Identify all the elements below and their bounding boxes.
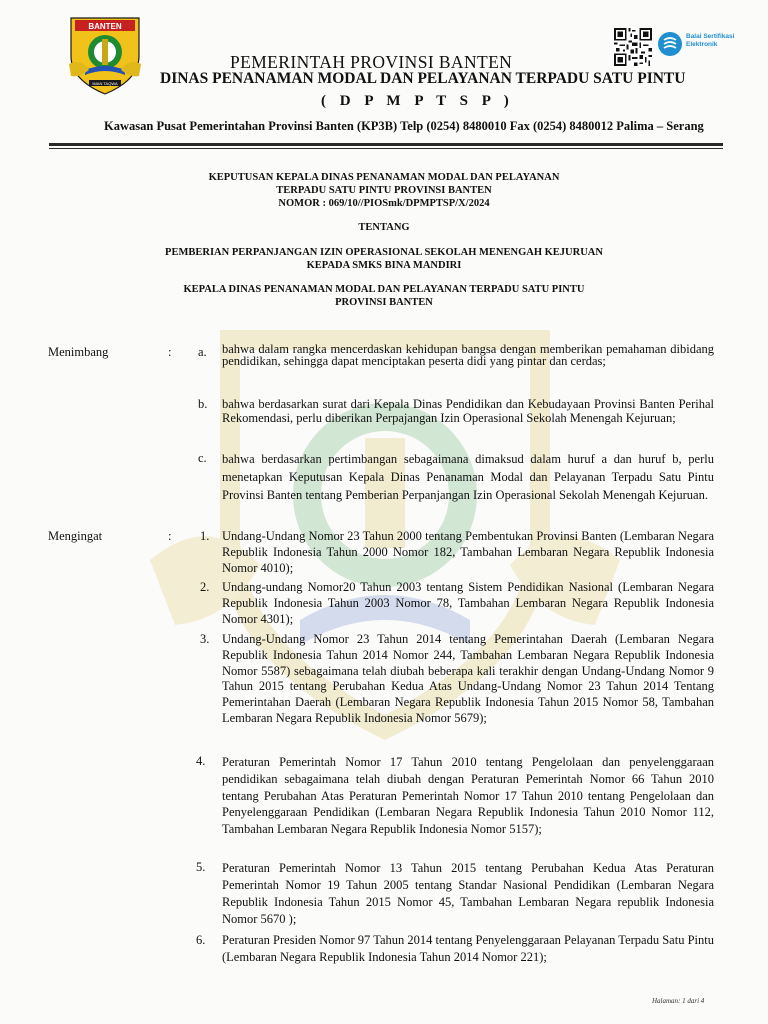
mengingat-clause-1: Undang-Undang Nomor 23 Tahun 2000 tentang Pembentukan Provinsi Banten (Lembaran Negara Republik Indonesia Tahun 2000 Nomor 182, Tambahan Lembaran Negara Republik Indonesia Nomor 4010); bbox=[222, 529, 714, 575]
decree-subject-line: PEMBERIAN PERPANJANGAN IZIN OPERASIONAL SEKOLAH MENENGAH KEJURUAN bbox=[165, 247, 603, 258]
clause-marker: c. bbox=[198, 451, 207, 465]
tentang-heading: TENTANG bbox=[358, 222, 410, 233]
decree-subject bbox=[0, 246, 768, 272]
menimbang-clause-b: bahwa berdasarkan surat dari Kepala Dinas Pendidikan dan Kebudayaan Provinsi Banten Perihal Rekomendasi, perlu diberikan Perpajangan Izin Operasional Sekolah Menengah Kejuruan; bbox=[222, 397, 714, 425]
decree-title-line: TERPADU SATU PINTU PROVINSI BANTEN bbox=[276, 185, 492, 196]
letterhead-divider-thin bbox=[49, 148, 723, 149]
mengingat-clause-3: Undang-Undang Nomor 23 Tahun 2014 tentang Pemerintahan Daerah (Lembaran Negara Republik Indonesia Tahun 2014 Nomor 244, Tambahan Lembaran Negara Republik Indonesia Nomor 5587) sebagaimana telah diubah beberapa kali terakhir dengan Undang-Undang Nomor 9 Tahun 2015 tentang Perubahan Kedua Atas Undang-Undang Nomor 23 Tahun 2014 Tentang Pemerintahan Daerah (Lembaran Negara Republik Indonesia Tahun 2015 Nomor 58, Tambahan Lembaran Negara Republik Indonesia Nomor 5679); bbox=[222, 632, 714, 725]
mengingat-clause-5: Peraturan Pemerintah Nomor 13 Tahun 2015 tentang Perubahan Kedua Atas Peraturan Pemerintah Nomor 19 Tahun 2005 tentang Standar Nasional Pendidikan (Lembaran Negara Republik Indonesia Tahun 2015 Nomor 45, Tambahan Lembaran Negara republik Indonesia Nomor 5670 ); bbox=[222, 861, 714, 926]
decree-subject-line: KEPADA SMKS BINA MANDIRI bbox=[306, 260, 462, 271]
letterhead-divider-thick bbox=[49, 143, 723, 146]
letterhead-abbreviation: ( D P M P T S P ) bbox=[321, 93, 514, 109]
decree-title bbox=[0, 171, 768, 210]
clause-marker: b. bbox=[198, 397, 208, 411]
mengingat-clause-6: Peraturan Presiden Nomor 97 Tahun 2014 tentang Penyelenggaraan Pelayanan Terpadu Satu Pintu (Lembaran Negara Republik Indonesia Tahun 2014 Nomor 221); bbox=[222, 933, 714, 964]
decree-title-line: KEPUTUSAN KEPALA DINAS PENANAMAN MODAL DAN PELAYANAN bbox=[208, 172, 560, 183]
mengingat-colon: : bbox=[168, 529, 172, 543]
clause-marker: 5. bbox=[196, 860, 206, 874]
letterhead-address: Kawasan Pusat Pemerintahan Provinsi Banten (KP3B) Telp (0254) 8480010 Fax (0254) 8480012 Palima – Serang bbox=[104, 119, 704, 133]
clause-marker: a. bbox=[198, 345, 207, 359]
menimbang-colon: : bbox=[168, 345, 172, 359]
banten-logo bbox=[67, 14, 143, 96]
logo-motto-text: IMAN TAQWA bbox=[92, 81, 118, 86]
clause-marker: 3. bbox=[200, 632, 210, 646]
letterhead-agency: DINAS PENANAMAN MODAL DAN PELAYANAN TERPADU SATU PINTU bbox=[160, 70, 686, 87]
menimbang-label: Menimbang bbox=[48, 345, 109, 359]
clause-marker: 2. bbox=[200, 580, 210, 594]
clause-marker: 4. bbox=[196, 754, 206, 768]
decree-authority-line: KEPALA DINAS PENANAMAN MODAL DAN PELAYANAN TERPADU SATU PINTU bbox=[183, 284, 585, 295]
clause-marker: 1. bbox=[200, 529, 210, 543]
mengingat-clause-2: Undang-undang Nomor20 Tahun 2003 tentang Sistem Pendidikan Nasional (Lembaran Negara Republik Indonesia Tahun 2003 Nomor 78, Tambahan Lembaran Negara Republik Indonesia Nomor 4301); bbox=[222, 580, 714, 626]
qr-code-icon bbox=[614, 28, 652, 66]
decree-number: NOMOR : 069/10//PIOSmk/DPMPTSP/X/2024 bbox=[278, 198, 490, 209]
logo-title-text: BANTEN bbox=[88, 22, 122, 31]
bsre-logo-icon bbox=[657, 31, 683, 57]
letterhead-government: PEMERINTAH PROVINSI BANTEN bbox=[230, 52, 513, 72]
menimbang-clause-c: bahwa berdasarkan pertimbangan sebagaimana dimaksud dalam huruf a dan huruf b, perlu menetapkan Keputusan Kepala Dinas Penanaman Modal dan Pelayanan Terpadu Satu Pintu Provinsi Banten tentang Pemberian Perpanjangan Izin Operasional Sekolah Menengah Kejuruan. bbox=[222, 452, 714, 502]
decree-authority bbox=[0, 283, 768, 309]
page-number: Halaman: 1 dari 4 bbox=[652, 997, 705, 1005]
mengingat-clause-4: Peraturan Pemerintah Nomor 17 Tahun 2010 tentang Pengelolaan dan penyelenggaraan pendidikan sebagaimana telah diubah dengan Peraturan Pemerintah Nomor 66 Tahun 2010 tentang Perubahan Atas Peraturan Pemerintah Nomor 17 Tahun 2010 tentang Pengelolaan dan Penyelenggaraan Pendidikan (Lembaran Negara Republik Indonesia Tahun 2010 Nomor 112, Tambahan Lembaran Negara Republik Indonesia Nomor 5157); bbox=[222, 755, 714, 837]
menimbang-clause-a: bahwa dalam rangka mencerdaskan kehidupan bangsa dengan memberikan pemahaman dibidang pendidikan, sehingga dapat menciptakan peserta didi yang pintar dan cerdas; bbox=[222, 342, 714, 368]
decree-authority-line: PROVINSI BANTEN bbox=[335, 297, 433, 308]
clause-marker: 6. bbox=[196, 933, 206, 947]
bsre-label: Balai Sertifikasi Elektronik bbox=[686, 33, 735, 48]
mengingat-label: Mengingat bbox=[48, 529, 103, 543]
